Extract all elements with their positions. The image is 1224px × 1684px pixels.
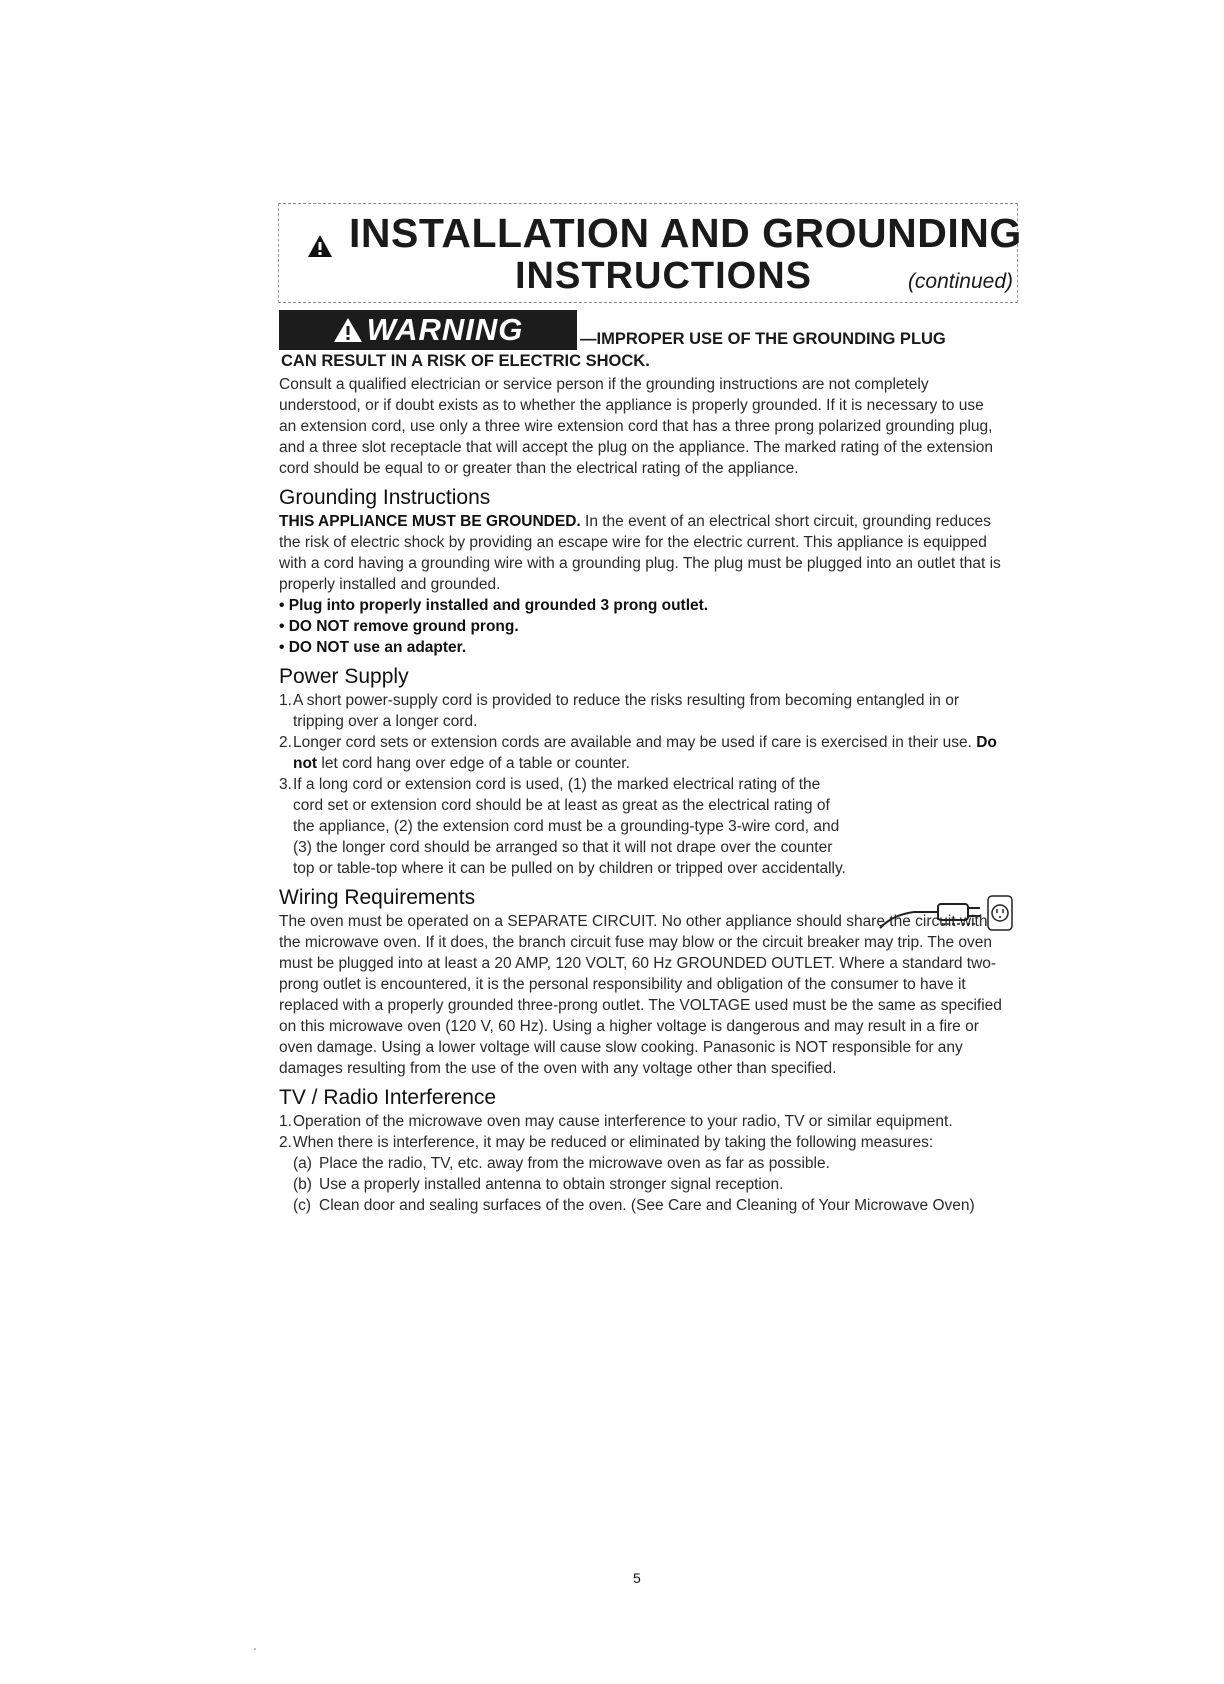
sublist-mark: (b) xyxy=(293,1176,312,1193)
sublist-item xyxy=(293,1195,1004,1216)
list-text: A short power-supply cord is provided to reduce the risks resulting from becoming entangled in or tripping over a longer cord. xyxy=(293,692,959,730)
tv-radio-heading: TV / Radio Interference xyxy=(279,1086,497,1109)
page-content xyxy=(279,374,1004,1216)
sublist-text: Place the radio, TV, etc. away from the microwave oven as far as possible. xyxy=(319,1155,830,1172)
list-item xyxy=(279,732,1004,774)
grounding-heading: Grounding Instructions xyxy=(279,486,491,509)
list-number: 1. xyxy=(279,692,292,709)
warning-triangle-icon xyxy=(333,317,363,343)
grounding-bullet: • Plug into properly installed and grounded 3 prong outlet. xyxy=(279,597,709,614)
warning-badge xyxy=(279,310,577,350)
list-item xyxy=(279,1132,1004,1153)
tv-radio-sublist xyxy=(279,1153,1004,1216)
warning-triangle-icon xyxy=(307,234,333,258)
grounding-bullet: • DO NOT remove ground prong. xyxy=(279,618,519,635)
list-text-bold: Do not xyxy=(293,734,997,772)
warning-badge-label: WARNING xyxy=(366,312,524,347)
list-number: 3. xyxy=(279,776,292,793)
sublist-item xyxy=(293,1174,1004,1195)
plug-cord-icon xyxy=(876,888,1016,936)
wiring-heading: Wiring Requirements xyxy=(279,886,476,909)
list-item xyxy=(279,690,1004,732)
power-supply-heading: Power Supply xyxy=(279,665,409,688)
warning-subheading: CAN RESULT IN A RISK OF ELECTRIC SHOCK. xyxy=(281,352,650,370)
grounding-bullet: • DO NOT use an adapter. xyxy=(279,639,467,656)
list-text: If a long cord or extension cord is used, (1) the marked electrical rating of the cord set or extension cord should be at least as great as the electrical rating of the appliance, (2) the extension cord must be a grounding-type 3-wire cord, and (3) the longer cord should be arranged so that it will not drape over the counter top or table-top where it can be pulled on by children or tripped over accidentally. xyxy=(293,776,846,877)
list-text: Longer cord sets or extension cords are available and may be used if care is exercised in their use. xyxy=(293,734,977,751)
scan-speck xyxy=(254,1648,256,1650)
wiring-body: The oven must be operated on a SEPARATE CIRCUIT. No other appliance should share the circuit with the microwave oven. If it does, the branch circuit fuse may blow or the circuit breaker may trip. The oven must be plugged into at least a 20 AMP, 120 VOLT, 60 Hz GROUNDED OUTLET. Where a standard two-prong outlet is encountered, it is the personal responsibility and obligation of the consumer to have it replaced with a properly grounded three-prong outlet. The VOLTAGE used must be the same as specified on this microwave oven (120 V, 60 Hz). Using a higher voltage is dangerous and may result in a fire or oven damage. Using a lower voltage will cause slow cooking. Panasonic is NOT responsible for any damages resulting from the use of the oven with any voltage other than specified. xyxy=(279,913,1002,1077)
list-number: 2. xyxy=(279,734,292,751)
continued-label: (continued) xyxy=(907,270,1013,293)
grounding-lead: THIS APPLIANCE MUST BE GROUNDED. xyxy=(279,513,581,530)
warning-body: Consult a qualified electrician or service person if the grounding instructions are not completely understood, or if doubt exists as to whether the appliance is properly grounded. If it is necessary to use an extension cord, use only a three wire extension cord that has a three prong polarized grounding plug, and a three slot receptacle that will accept the plug on the appliance. The marked rating of the extension cord should be equal to or greater than the electrical rating of the appliance. xyxy=(279,376,994,477)
list-number: 1. xyxy=(279,1113,292,1130)
power-supply-list xyxy=(279,690,1004,879)
sublist-mark: (a) xyxy=(293,1155,312,1172)
grounding-paragraph xyxy=(279,511,1004,595)
sublist-mark: (c) xyxy=(293,1197,312,1214)
page-number: 5 xyxy=(633,1570,641,1586)
grounding-body: In the event of an electrical short circuit, grounding reduces the risk of electric shock by providing an escape wire for the electric current. This appliance is equipped with a cord having a grounding wire with a grounding plug. The plug must be plugged into an outlet that is properly installed and grounded. xyxy=(279,513,1001,593)
list-number: 2. xyxy=(279,1134,292,1151)
sublist-text: Clean door and sealing surfaces of the oven. (See Care and Cleaning of Your Microwave Oven) xyxy=(319,1197,975,1214)
list-text: let cord hang over edge of a table or counter. xyxy=(317,755,630,772)
list-item xyxy=(279,774,1004,879)
list-item xyxy=(279,1111,1004,1132)
list-text: When there is interference, it may be reduced or eliminated by taking the following measures: xyxy=(293,1134,934,1151)
sublist-item xyxy=(293,1153,1004,1174)
list-text: Operation of the microwave oven may cause interference to your radio, TV or similar equipment. xyxy=(293,1113,953,1130)
section-header xyxy=(278,203,1022,303)
page-title-line2: INSTRUCTIONS xyxy=(515,255,812,297)
sublist-text: Use a properly installed antenna to obtain stronger signal reception. xyxy=(319,1176,784,1193)
warning-lead: —IMPROPER USE OF THE GROUNDING PLUG xyxy=(580,330,946,348)
tv-radio-list xyxy=(279,1111,1004,1153)
page-title: INSTALLATION AND GROUNDING xyxy=(349,210,1022,256)
